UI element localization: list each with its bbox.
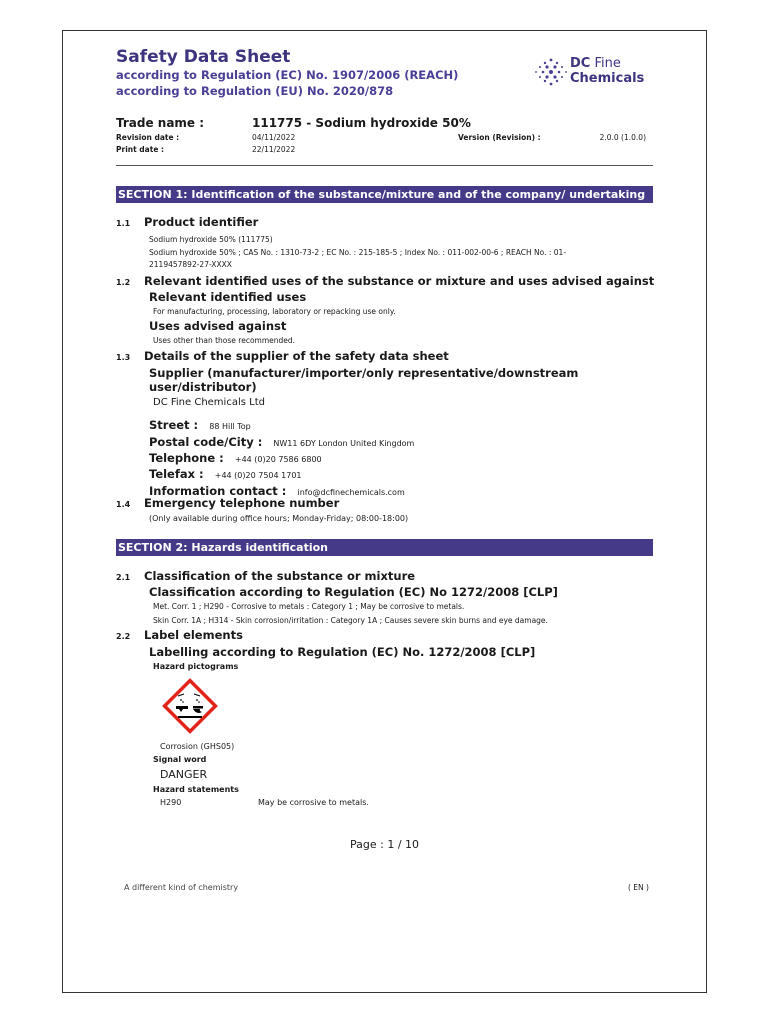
version-value: 2.0.0 (1.0.0) — [599, 133, 646, 142]
regulation-line-1: according to Regulation (EC) No. 1907/2006 (REACH) — [116, 68, 459, 82]
telefax-label: Telefax : — [149, 467, 204, 481]
revision-date-label: Revision date : — [116, 133, 180, 142]
telephone-value: +44 (0)20 7586 6800 — [234, 455, 322, 464]
hazard-pictograms-label: Hazard pictograms — [153, 662, 239, 671]
section-2-2-title: Label elements — [144, 628, 243, 642]
emergency-hours: (Only available during office hours; Monday-Friday; 08:00-18:00) — [149, 514, 409, 523]
telefax-value: +44 (0)20 7504 1701 — [214, 471, 302, 480]
supplier-heading: Supplier (manufacturer/importer/only representative/downstream — [149, 366, 579, 380]
company-name: DC Fine Chemicals Ltd — [153, 397, 265, 408]
product-name-line: Sodium hydroxide 50% (111775) — [149, 235, 273, 244]
section-1-3-title: Details of the supplier of the safety data sheet — [144, 349, 449, 363]
section-1-1-title: Product identifier — [144, 215, 259, 229]
print-date-label: Print date : — [116, 145, 165, 154]
logo-text-line-1: DC Fine — [570, 56, 621, 71]
identified-uses-text: For manufacturing, processing, laboratory or repacking use only. — [153, 307, 396, 316]
print-date-value: 22/11/2022 — [252, 145, 296, 154]
signal-word-label: Signal word — [153, 755, 207, 764]
section-1-3-number: 1.3 — [116, 353, 131, 362]
logo-text-line-2: Chemicals — [570, 71, 645, 86]
section-2-2-number: 2.2 — [116, 632, 131, 641]
document-title: Safety Data Sheet — [116, 47, 291, 67]
section-1-4-title: Emergency telephone number — [144, 496, 340, 510]
info-contact-email[interactable]: info@dcfinechemicals.com — [297, 488, 405, 497]
postal-value: NW11 6DY London United Kingdom — [273, 439, 415, 448]
section-2-1-number: 2.1 — [116, 573, 131, 582]
section-1-header: SECTION 1: Identification of the substance/mixture and of the company/ undertaking — [116, 186, 653, 203]
uses-advised-against-text: Uses other than those recommended. — [153, 336, 296, 345]
revision-date-value: 04/11/2022 — [252, 133, 296, 142]
section-1-2-number: 1.2 — [116, 278, 131, 287]
street-label: Street : — [149, 418, 199, 432]
footer-tagline: A different kind of chemistry — [124, 883, 239, 892]
ghs05-corrosion-icon — [160, 676, 220, 736]
section-1-2-title: Relevant identified uses of the substance or mixture and uses advised against — [144, 274, 655, 288]
trade-name-value: 111775 - Sodium hydroxide 50% — [252, 116, 471, 130]
supplier-heading-cont: user/distributor) — [149, 380, 257, 394]
clp-classification-heading: Classification according to Regulation (EC) No 1272/2008 [CLP] — [149, 585, 558, 599]
classification-skin-corr: Skin Corr. 1A ; H314 - Skin corrosion/irritation : Category 1A ; Causes severe skin burns and eye damage. — [153, 616, 548, 625]
section-2-header: SECTION 2: Hazards identification — [116, 539, 653, 556]
classification-met-corr: Met. Corr. 1 ; H290 - Corrosive to metals : Category 1 ; May be corrosive to metals. — [153, 602, 465, 611]
info-contact-label: Information contact : — [149, 484, 287, 498]
trade-name-label: Trade name : — [116, 116, 205, 130]
regulation-line-2: according to Regulation (EU) No. 2020/878 — [116, 84, 394, 98]
section-1-1-number: 1.1 — [116, 219, 131, 228]
street-value: 88 Hill Top — [209, 422, 251, 431]
hazard-text: May be corrosive to metals. — [258, 798, 369, 807]
signal-word-value: DANGER — [160, 768, 208, 781]
company-logo — [534, 55, 644, 91]
header-divider — [116, 165, 653, 166]
version-label: Version (Revision) : — [458, 133, 541, 142]
pictogram-caption: Corrosion (GHS05) — [160, 742, 235, 751]
page-number: Page : 1 / 10 — [350, 838, 420, 851]
footer-language: ( EN ) — [628, 883, 649, 892]
section-2-1-title: Classification of the substance or mixture — [144, 569, 416, 583]
product-identifiers-line-cont: 2119457892-27-XXXX — [149, 260, 232, 269]
uses-advised-against-heading: Uses advised against — [149, 319, 287, 333]
section-1-4-number: 1.4 — [116, 500, 131, 509]
product-identifiers-line: Sodium hydroxide 50% ; CAS No. : 1310-73-2 ; EC No. : 215-185-5 ; Index No. : 011-002-00-6 ; REACH No. : 01- — [149, 248, 567, 257]
telephone-label: Telephone : — [149, 451, 224, 465]
hazard-statements-label: Hazard statements — [153, 785, 239, 794]
dc-logo-dots-icon — [534, 57, 568, 87]
postal-label: Postal code/City : — [149, 435, 263, 449]
identified-uses-heading: Relevant identified uses — [149, 290, 307, 304]
hazard-code: H290 — [160, 798, 182, 807]
labelling-heading: Labelling according to Regulation (EC) No. 1272/2008 [CLP] — [149, 645, 536, 659]
